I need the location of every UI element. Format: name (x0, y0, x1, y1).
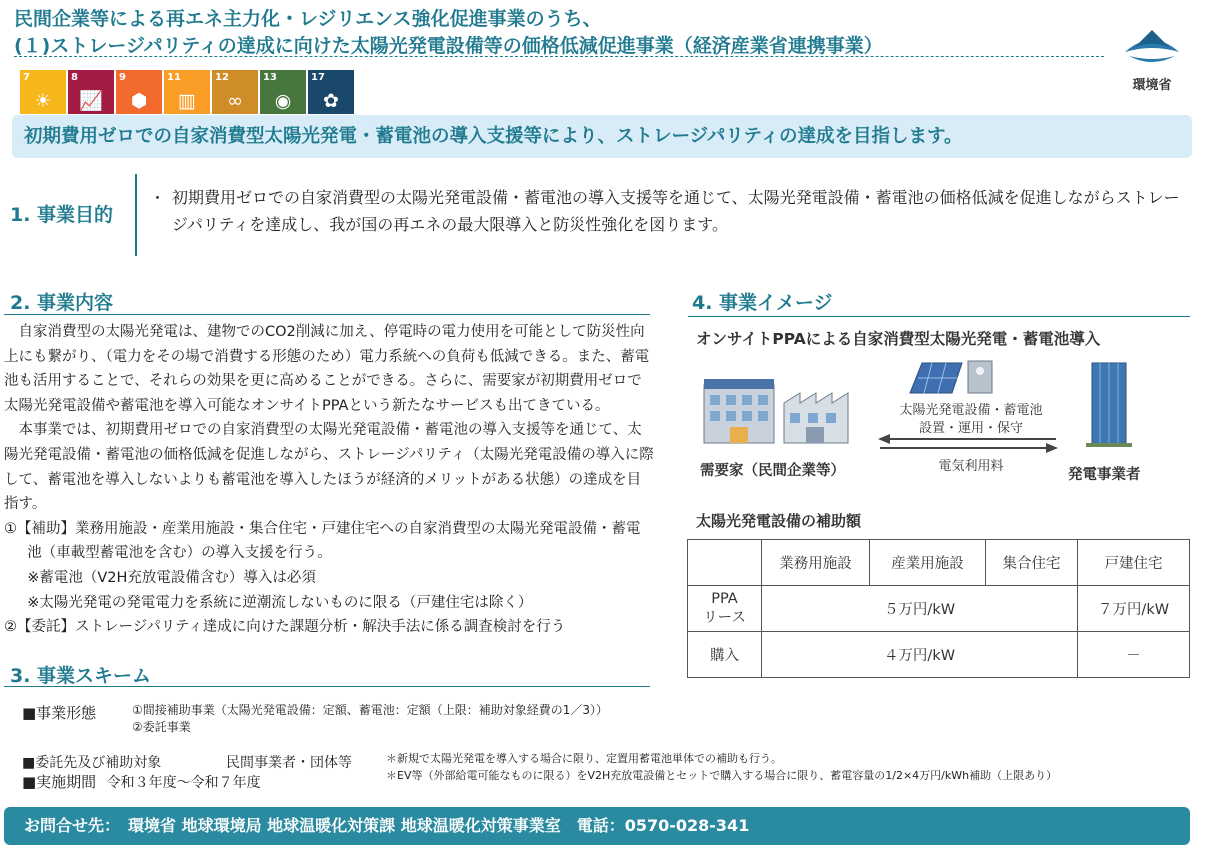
section2-body (4, 320, 654, 640)
sdg-goal-tile (68, 70, 114, 114)
table-header-cell (688, 540, 762, 586)
scheme-note1: ＊新規で太陽光発電を導入する場合に限り、定置用蓄電池単体での補助も行う。 (386, 752, 782, 765)
ppa-diagram (696, 355, 1186, 485)
table-header-cell: 集合住宅 (986, 540, 1078, 586)
section1-divider (135, 174, 137, 256)
contact-footer: お問合せ先： 環境省 地球環境局 地球温暖化対策課 地球温暖化対策事業室 電話：0570-028-341 (4, 807, 1190, 845)
section1-text: 初期費用ゼロでの自家消費型の太陽光発電設備・蓄電池の導入支援等を通じて、太陽光発電設備・蓄電池の価格低減を促進しながらストレージパリティを達成し、我が国の再エネの最大限導入と防災性強化を図ります。 (172, 188, 1180, 234)
service-label-line1: 太陽光発電設備・蓄電池 (899, 403, 1043, 418)
sdg-goal-number: 12 (215, 72, 229, 83)
target-value: 民間事業者・団体等 (226, 755, 352, 771)
row-label-line: リース (703, 609, 746, 626)
sdg-goal-tile (260, 70, 306, 114)
fee-arrow (880, 443, 1058, 453)
title-line-1: 民間企業等による再エネ主力化・レジリエンス強化促進事業のうち、 (14, 8, 602, 30)
table-header-cell: 業務用施設 (762, 540, 870, 586)
form-values (132, 702, 608, 736)
table-header-row (688, 540, 1190, 586)
row-label-ppa (688, 586, 762, 632)
subsidy-table (687, 539, 1190, 678)
battery-icon (968, 361, 992, 393)
fee-label: 電気利用料 (938, 459, 1004, 474)
section2-note2: ※太陽光発電の発電電力を系統に逆潮流しないものに限る（戸建住宅は除く） (27, 594, 533, 611)
sdg-icon-row (20, 70, 354, 114)
service-label-line2: 設置・運用・保守 (918, 421, 1023, 436)
sdg-goal-number: 8 (71, 72, 78, 83)
city-icon: ▥ (178, 90, 196, 112)
table-header-cell: 戸建住宅 (1078, 540, 1190, 586)
section3-rule (4, 686, 650, 687)
sdg-goal-number: 7 (23, 72, 30, 83)
form-line1: ①間接補助事業（太陽光発電設備：定額、蓄電池：定額（上限：補助対象経費の1／3）） (132, 703, 609, 717)
row-label-purchase: 購入 (688, 632, 762, 678)
section4-subtitle: オンサイトPPAによる自家消費型太陽光発電・蓄電池導入 (696, 330, 1101, 348)
section4-heading: 4. 事業イメージ (692, 292, 833, 314)
sdg-goal-tile (164, 70, 210, 114)
ministry-logo (1112, 22, 1192, 102)
table-row (688, 586, 1190, 632)
cubes-icon: ⬢ (130, 90, 148, 112)
scheme-notes (386, 750, 1057, 784)
eye-icon: ◉ (274, 90, 292, 112)
service-label (876, 402, 1066, 438)
sdg-goal-tile (308, 70, 354, 114)
page-title (14, 6, 1114, 60)
department-store-icon (704, 379, 774, 443)
table-cell: ７万円/kW (1078, 586, 1190, 632)
section2-rule (4, 314, 650, 315)
subsidy-table-title: 太陽光発電設備の補助額 (696, 512, 862, 530)
form-line2: ②委託事業 (132, 720, 191, 734)
section2-para1: 自家消費型の太陽光発電は、建物でのCO2削減に加え、停電時の電力使用を可能として防災性向上にも繋がり、（電力をその場で消費する形態のため）電力系統への負荷も低減できる。また、蓄電池も活用することで、それらの効果を更に高めることができる。さらに、需要家が初期費用ゼロで太陽光発電設備や蓄電池を導入可能なオンサイトPPAという新たなサービスも出てきている。 (4, 324, 650, 414)
table-header-cell: 産業用施設 (870, 540, 986, 586)
sdg-goal-number: 13 (263, 72, 277, 83)
scheme-note2: ＊EV等（外部給電可能なものに限る）をV2H充放電設備とセットで購入する場合に限り、蓄電容量の1/2×4万円/kWh補助（上限あり） (386, 769, 1058, 782)
section1-bullet: ・ (150, 189, 166, 207)
sdg-goal-tile (212, 70, 258, 114)
table-cell: － (1078, 632, 1190, 678)
title-line-2: (１)ストレージパリティの達成に向けた太陽光発電設備等の価格低減促進事業（経済産業省連携事業） (14, 35, 883, 57)
headline-banner: 初期費用ゼロでの自家消費型太陽光発電・蓄電池の導入支援等により、ストレージパリティの達成を目指します。 (12, 115, 1192, 158)
period-row (22, 771, 261, 792)
factory-icon (784, 393, 848, 443)
customer-label: 需要家（民間企業等） (700, 463, 845, 479)
title-divider (14, 56, 1104, 57)
sdg-goal-number: 11 (167, 72, 181, 83)
infinity-icon: ∞ (227, 90, 243, 112)
section3-heading: 3. 事業スキーム (10, 665, 152, 687)
period-value: 令和３年度～令和７年度 (106, 775, 261, 791)
section1-heading: 1. 事業目的 (10, 204, 114, 226)
sun-icon: ☀ (34, 90, 52, 112)
table-row (688, 632, 1190, 678)
sdg-goal-number: 17 (311, 72, 325, 83)
growth-chart-icon: 📈 (79, 90, 103, 112)
period-label: ■実施期間 (22, 773, 97, 791)
section2-heading: 2. 事業内容 (10, 292, 114, 314)
power-producer-building-icon (1086, 363, 1132, 447)
row-label-line: PPA (711, 590, 738, 607)
producer-label: 発電事業者 (1068, 467, 1141, 483)
form-label: ■事業形態 (22, 704, 97, 722)
section4-rule (688, 316, 1190, 317)
table-cell: ５万円/kW (762, 586, 1078, 632)
solar-panel-icon (910, 363, 962, 393)
target-label: ■委託先及び補助対象 (22, 755, 162, 771)
logo-text: 環境省 (1132, 78, 1172, 93)
section2-para2: 本事業では、初期費用ゼロでの自家消費型の太陽光発電設備・蓄電池の導入支援等を通じて、太陽光発電設備・蓄電池の価格低減を促進しながら、ストレージパリティ（太陽光発電設備の導入に際して、蓄電池を導入しないよりも蓄電池を導入したほうが経済的メリットがある状態）の達成を目指す。 (4, 422, 654, 513)
flower-icon: ✿ (323, 90, 339, 112)
section2-item1: ①【補助】業務用施設・産業用施設・集合住宅・戸建住宅への自家消費型の太陽光発電設備・蓄電池（車載型蓄電池を含む）の導入支援を行う。 (4, 520, 641, 562)
section2-note1: ※蓄電池（V2H充放電設備含む）導入は必須 (27, 569, 316, 586)
sdg-goal-tile (116, 70, 162, 114)
table-cell: ４万円/kW (762, 632, 1078, 678)
section2-item2: ②【委託】ストレージパリティ達成に向けた課題分析・解決手法に係る調査検討を行う (4, 619, 566, 636)
ministry-emblem-icon (1119, 22, 1185, 72)
sdg-goal-tile (20, 70, 66, 114)
sdg-goal-number: 9 (119, 72, 126, 83)
